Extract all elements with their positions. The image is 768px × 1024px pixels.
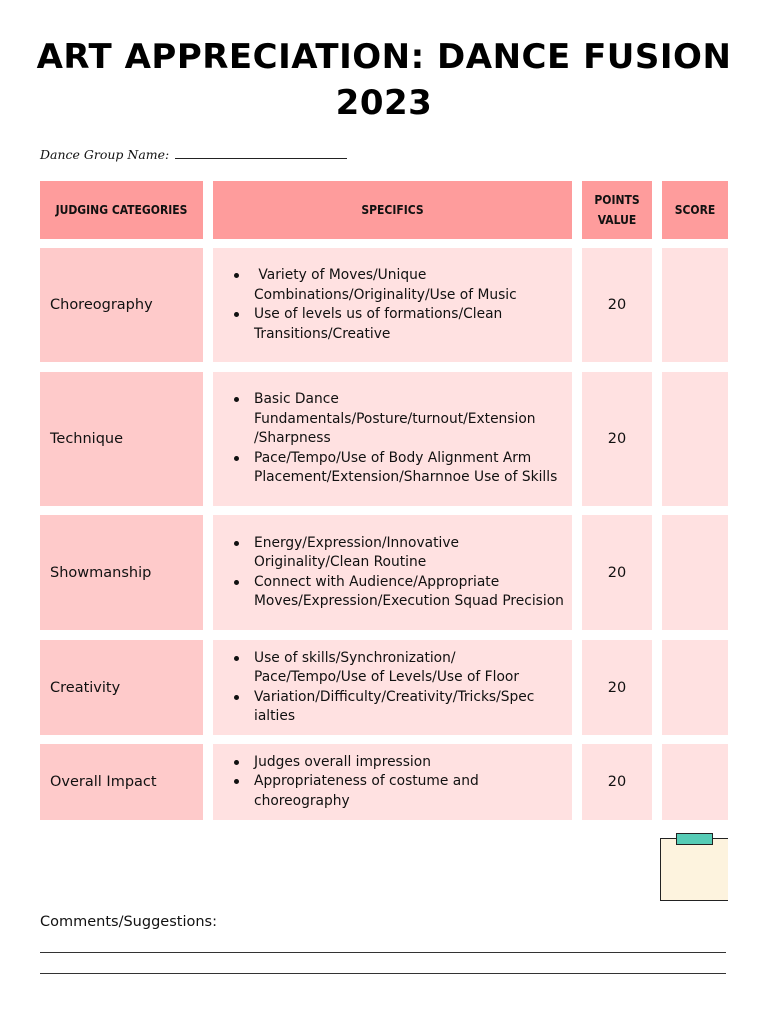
specifics-item: Variety of Moves/Unique Combinations/Originality/Use of Music (254, 266, 564, 305)
comments-label: Comments/Suggestions: (40, 914, 217, 930)
category-cell (40, 515, 203, 630)
page-title (0, 34, 768, 126)
specifics-item: Basic Dance Fundamentals/Posture/turnout/Extension /Sharpness (254, 390, 564, 449)
category-label: Showmanship (50, 564, 152, 581)
score-cell[interactable] (662, 372, 728, 506)
points-value: 20 (607, 774, 627, 790)
comment-line-1[interactable] (40, 952, 726, 953)
specifics-item: Use of levels us of formations/Clean Transitions/Creative (254, 305, 564, 344)
header-points-value (582, 181, 652, 239)
specifics-item: Energy/Expression/Innovative Originality/Clean Routine (254, 534, 564, 573)
specifics-list (233, 390, 564, 488)
sticky-note-icon (660, 838, 728, 901)
specifics-cell (213, 515, 572, 630)
category-cell (40, 248, 203, 362)
category-cell (40, 372, 203, 506)
points-value: 20 (607, 564, 627, 581)
header-points-label: POINTS (594, 193, 640, 207)
points-cell (582, 744, 652, 820)
points-value: 20 (607, 431, 627, 447)
group-name-row (40, 146, 347, 162)
specifics-list (233, 649, 564, 727)
category-cell (40, 640, 203, 735)
specifics-cell (213, 640, 572, 735)
specifics-cell (213, 372, 572, 506)
category-label: Choreography (50, 297, 153, 313)
tape-icon (676, 833, 713, 845)
category-label: Creativity (50, 679, 121, 696)
score-cell[interactable] (662, 515, 728, 630)
points-value: 20 (607, 679, 627, 696)
score-cell[interactable] (662, 744, 728, 820)
header-value-label: VALUE (597, 213, 637, 227)
specifics-list (233, 534, 564, 612)
specifics-list (233, 266, 564, 344)
header-score (662, 181, 728, 239)
group-name-blank-line[interactable] (175, 146, 347, 159)
specifics-item: Variation/Difficulty/Creativity/Tricks/Spec ialties (254, 688, 564, 727)
category-label: Overall Impact (50, 774, 157, 790)
points-cell (582, 372, 652, 506)
category-label: Technique (50, 431, 124, 447)
score-cell[interactable] (662, 248, 728, 362)
group-name-label: Dance Group Name: (40, 147, 170, 162)
points-cell (582, 515, 652, 630)
header-judging-categories-label: JUDGING CATEGORIES (55, 203, 188, 217)
score-cell[interactable] (662, 640, 728, 735)
points-cell (582, 248, 652, 362)
header-score-label: SCORE (674, 203, 716, 217)
points-cell (582, 640, 652, 735)
title-line-1: ART APPRECIATION: DANCE FUSION (36, 37, 732, 77)
specifics-item: Appropriateness of costume and choreography (254, 772, 564, 811)
comment-line-2[interactable] (40, 973, 726, 974)
specifics-cell (213, 248, 572, 362)
header-judging-categories (40, 181, 203, 239)
points-value: 20 (607, 297, 627, 313)
header-specifics-label: SPECIFICS (361, 203, 424, 217)
title-line-2: 2023 (335, 83, 433, 123)
specifics-item: Use of skills/Synchronization/ Pace/Tempo/Use of Levels/Use of Floor (254, 649, 564, 688)
specifics-list (233, 753, 564, 812)
header-specifics (213, 181, 572, 239)
category-cell (40, 744, 203, 820)
specifics-item: Judges overall impression (254, 753, 564, 773)
specifics-item: Connect with Audience/Appropriate Moves/Expression/Execution Squad Precision (254, 573, 564, 612)
specifics-cell (213, 744, 572, 820)
specifics-item: Pace/Tempo/Use of Body Alignment Arm Placement/Extension/Sharnnoe Use of Skills (254, 449, 564, 488)
